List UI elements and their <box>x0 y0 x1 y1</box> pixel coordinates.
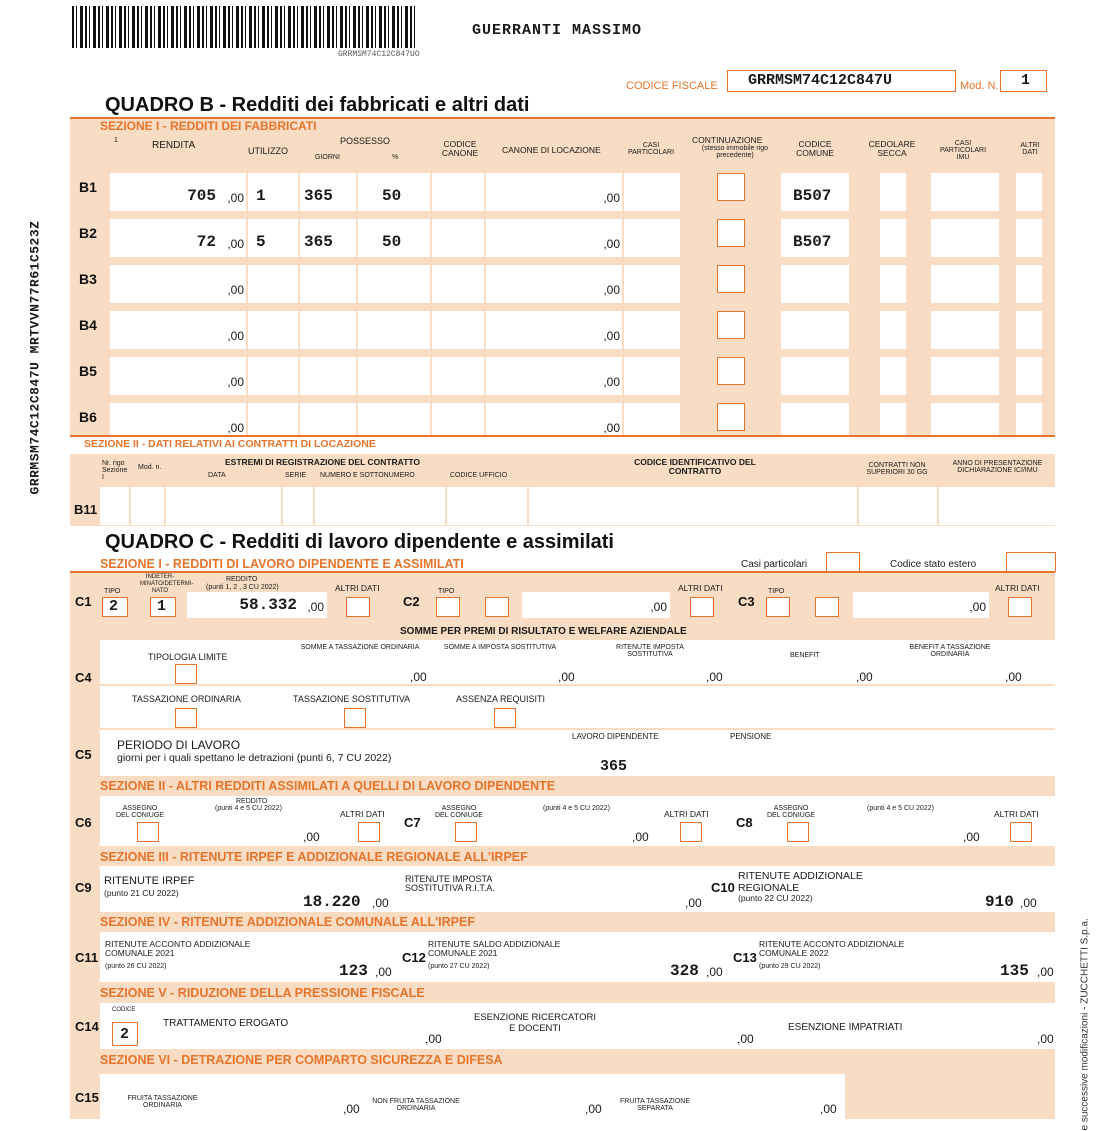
c3-reddito-field[interactable] <box>853 592 989 618</box>
c4-f4-label: RITENUTE IMPOSTA SOSTITUTIVA <box>616 644 684 658</box>
c1-reddito-note: (punti 1, 2 , 3 CU 2022) <box>206 584 279 591</box>
c3-altri-dati-label: ALTRI DATI <box>995 583 1040 593</box>
cedolare-field[interactable] <box>880 219 906 257</box>
row-label: B2 <box>79 225 97 241</box>
side-code: GRRMSM74C12C847U MRTVVN77R61C523Z <box>27 220 43 495</box>
c9-title: RITENUTE IRPEF <box>104 875 195 887</box>
rendita-field[interactable] <box>110 265 246 303</box>
utilizzo-value: 5 <box>256 233 266 251</box>
quadro-b-row <box>70 216 1055 260</box>
b11-contratti[interactable] <box>859 487 937 525</box>
c9-value[interactable]: 18.220 <box>303 893 361 911</box>
c14-esenzione-label: ESENZIONE RICERCATORI E DOCENTI <box>473 1012 597 1034</box>
sez2-anno: ANNO DI PRESENTAZIONE DICHIARAZIONE ICI/IMU <box>952 460 1043 474</box>
sez2-serie: SERIE <box>285 472 307 479</box>
c1-cents: ,00 <box>307 600 324 614</box>
utilizzo-field[interactable] <box>248 219 298 257</box>
c8-reddito-note: (punti 4 e 5 CU 2022) <box>867 805 934 812</box>
giorni-value: 365 <box>304 187 333 205</box>
c7-altri-label: ALTRI DATI <box>664 809 709 819</box>
c8-altri-field[interactable] <box>1010 822 1032 842</box>
c7-assegno-label: ASSEGNO DEL CONIUGE <box>435 805 483 819</box>
cedolare-field[interactable] <box>880 173 906 211</box>
row-label-c4: C4 <box>75 670 92 685</box>
casi-imu-field[interactable] <box>931 265 999 303</box>
quadro-b-row <box>70 262 1055 306</box>
casi-imu-field[interactable] <box>931 357 999 395</box>
canone-cents: ,00 <box>603 237 620 251</box>
c10-sub: (punto 22 CU 2022) <box>738 893 813 903</box>
c4-row1 <box>100 640 1055 684</box>
rendita-cents: ,00 <box>227 237 244 251</box>
rendita-field[interactable] <box>110 357 246 395</box>
quadro-c-sez2-title: SEZIONE II - ALTRI REDDITI ASSIMILATI A QUELLI DI LAVORO DIPENDENTE <box>100 779 556 793</box>
utilizzo-field[interactable] <box>248 357 298 395</box>
c4-f4-cents: ,00 <box>706 670 723 684</box>
casi-particolari-field[interactable] <box>624 173 680 211</box>
row-label-c11: C11 <box>75 950 99 965</box>
c6-assegno-field[interactable] <box>137 822 159 842</box>
rendita-value: 72 <box>196 233 216 251</box>
c2-tipo-field[interactable] <box>436 597 460 617</box>
c1-reddito-label: REDDITO <box>226 576 258 583</box>
c15-f2-label: NON FRUITA TASSAZIONE ORDINARIA <box>372 1098 460 1112</box>
row-label: B3 <box>79 271 97 287</box>
canone-field[interactable] <box>486 173 622 211</box>
cedolare-field[interactable] <box>880 265 906 303</box>
canone-cents: ,00 <box>603 191 620 205</box>
c10-cents: ,00 <box>1020 896 1037 910</box>
casi-particolari-field[interactable] <box>624 265 680 303</box>
c15-row <box>100 1074 845 1119</box>
c14-impatriati-label: ESENZIONE IMPATRIATI <box>788 1022 903 1033</box>
rendita-field[interactable] <box>110 311 246 349</box>
c6-cents: ,00 <box>303 830 320 844</box>
c4-f6-cents: ,00 <box>1005 670 1022 684</box>
col-casi: CASI PARTICOLARI <box>627 142 675 156</box>
c12-sub: (punto 27 CU 2022) <box>428 963 490 970</box>
c5-title: PERIODO DI LAVORO <box>117 738 241 752</box>
codice-stato-field[interactable] <box>1006 552 1056 572</box>
col-codice-canone: CODICE CANONE <box>441 139 479 158</box>
c2-altri-dati-label: ALTRI DATI <box>678 583 723 593</box>
codice-canone-field[interactable] <box>432 219 484 257</box>
sez2-numero: NUMERO E SOTTONUMERO <box>320 472 415 479</box>
utilizzo-field[interactable] <box>248 311 298 349</box>
sez2-mod-n: Mod. n. <box>138 464 162 471</box>
quadro-b-row <box>70 308 1055 352</box>
c11-title: RITENUTE ACCONTO ADDIZIONALE COMUNALE 2021 <box>105 939 251 958</box>
giorni-field[interactable] <box>300 219 356 257</box>
b11-codice-id[interactable] <box>529 487 857 525</box>
codice-comune-field[interactable] <box>781 357 849 395</box>
utilizzo-value: 1 <box>256 187 266 205</box>
c6-reddito-note: (punti 4 e 5 CU 2022) <box>215 805 282 812</box>
col-continuazione-note: (stesso immobile rigo precedente) <box>701 145 769 159</box>
quadro-c-sez3-title: SEZIONE III - RITENUTE IRPEF E ADDIZIONALE REGIONALE ALL'IRPEF <box>100 850 528 864</box>
sez2-contratti: CONTRATTI NON SUPERIORI 30 GG <box>866 462 928 476</box>
perc-field[interactable] <box>358 311 430 349</box>
c4-f1-field[interactable] <box>175 664 197 684</box>
casi-imu-field[interactable] <box>931 311 999 349</box>
c4-f8-field[interactable] <box>344 708 366 728</box>
codice-fiscale-label: CODICE FISCALE <box>626 80 718 92</box>
c5-area <box>100 730 1055 776</box>
row-label: B5 <box>79 363 97 379</box>
codice-comune-value: B507 <box>793 233 832 251</box>
c1-tipo-value: 2 <box>109 598 119 615</box>
c15-f3-label: FRUITA TASSAZIONE SEPARATA <box>619 1098 690 1112</box>
c3-cents: ,00 <box>969 600 986 614</box>
canone-field[interactable] <box>486 311 622 349</box>
c2-altri-dati-field[interactable] <box>690 597 714 617</box>
row-label-c6: C6 <box>75 815 92 830</box>
c15-cents-1: ,00 <box>343 1102 360 1116</box>
c14-cents-3: ,00 <box>1037 1032 1054 1046</box>
rendita-field[interactable] <box>110 173 246 211</box>
c4-row2 <box>100 686 1055 728</box>
c1-reddito-value: 58.332 <box>239 596 297 614</box>
col-canone: CANONE DI LOCAZIONE <box>502 145 601 155</box>
c9-c10-row <box>100 866 1055 912</box>
quadro-b-col-headers: 1 RENDITA UTILIZZO POSSESSO GIORNI % CODICE CANONE CANONE DI LOCAZIONE CASI PARTICOLARI CONTINUAZIONE (stesso immobile rigo precedente) CODICE COMUNE CEDOLARE SECCA CASI PARTICOLARI IMU ALTRI DATI <box>110 134 1055 164</box>
codice-fiscale-value: GRRMSM74C12C847U <box>748 72 893 89</box>
c9-sub: (punto 21 CU 2022) <box>104 888 179 898</box>
casi-imu-field[interactable] <box>931 219 999 257</box>
c1-tipo-field[interactable] <box>102 597 128 617</box>
c10-value[interactable]: 910 <box>985 893 1014 911</box>
barcode-text: GRRMSM74C12C847UO <box>338 50 420 59</box>
quadro-b-sez1-title: SEZIONE I - REDDITI DEI FABBRICATI <box>100 119 317 133</box>
row-label-c1: C1 <box>75 594 92 609</box>
altri-dati-field[interactable] <box>1016 357 1042 395</box>
quadro-c-sez5-title: SEZIONE V - RIDUZIONE DELLA PRESSIONE FISCALE <box>100 986 425 1000</box>
row-label-c9: C9 <box>75 880 92 895</box>
b11-numero[interactable] <box>315 487 445 525</box>
codice-stato-label: Codice stato estero <box>890 559 977 570</box>
perc-field[interactable] <box>358 173 430 211</box>
c1-indet-value: 1 <box>157 598 167 615</box>
c4-f5-label: BENEFIT <box>790 652 820 659</box>
c14-trattamento-label: TRATTAMENTO EROGATO <box>163 1018 289 1029</box>
c8-assegno-field[interactable] <box>787 822 809 842</box>
giorni-field[interactable] <box>300 265 356 303</box>
b11-mod-n[interactable] <box>131 487 164 525</box>
sez2-codice-id: CODICE IDENTIFICATIVO DEL CONTRATTO <box>634 457 756 476</box>
c5-sub: giorni per i quali spettano le detrazioni (punti 6, 7 CU 2022) <box>117 752 392 764</box>
altri-dati-field[interactable] <box>1016 219 1042 257</box>
c9-imposta-label: RITENUTE IMPOSTA SOSTITUTIVA R.I.T.A. <box>405 874 495 893</box>
rendita-value: 705 <box>187 187 216 205</box>
col-continuazione: CONTINUAZIONE <box>692 135 763 145</box>
c2-cents: ,00 <box>650 600 667 614</box>
b11-nr-rigo[interactable] <box>100 487 129 525</box>
utilizzo-field[interactable] <box>248 173 298 211</box>
c5-dip-label: LAVORO DIPENDENTE <box>572 732 659 741</box>
codice-canone-field[interactable] <box>432 265 484 303</box>
quadro-b-row <box>70 170 1055 214</box>
row-label-c3: C3 <box>738 594 755 609</box>
sez2-data: DATA <box>208 472 226 479</box>
codice-fiscale-field[interactable] <box>727 70 956 92</box>
altri-dati-field[interactable] <box>1016 265 1042 303</box>
continuazione-checkbox[interactable] <box>717 265 745 293</box>
quadro-c-title: QUADRO C - Redditi di lavoro dipendente e assimilati <box>105 531 614 553</box>
sez2-estremi: ESTREMI DI REGISTRAZIONE DEL CONTRATTO <box>225 457 421 467</box>
c7-altri-field[interactable] <box>680 822 702 842</box>
codice-comune-field[interactable] <box>781 173 849 211</box>
c3-tipo-label: TIPO <box>768 588 785 595</box>
col-rendita: RENDITA <box>152 140 196 151</box>
publisher-note: e successive modificazioni - ZUCCHETTI S.p.a. <box>1079 918 1091 1131</box>
giorni-field[interactable] <box>300 173 356 211</box>
canone-cents: ,00 <box>603 283 620 297</box>
c6-altri-field[interactable] <box>358 822 380 842</box>
canone-field[interactable] <box>486 265 622 303</box>
c12-value[interactable]: 328 <box>670 962 699 980</box>
c15-f1-label: FRUITA TASSAZIONE ORDINARIA <box>127 1095 198 1109</box>
c13-value[interactable]: 135 <box>1000 962 1029 980</box>
row-label-c8: C8 <box>736 815 753 830</box>
c4-f2-cents: ,00 <box>410 670 427 684</box>
c4-f7-field[interactable] <box>175 708 197 728</box>
c14-codice-label: CODICE <box>112 1007 136 1013</box>
canone-cents: ,00 <box>603 375 620 389</box>
c9-cents: ,00 <box>372 896 389 910</box>
row-label-c2: C2 <box>403 594 420 609</box>
c2-tipo-label: TIPO <box>438 588 455 595</box>
perc-field[interactable] <box>358 357 430 395</box>
c1-altri-dati-label: ALTRI DATI <box>335 583 380 593</box>
c6-reddito-label: REDDITO <box>236 798 268 805</box>
quadro-b-sez2-title: SEZIONE II - DATI RELATIVI AI CONTRATTI DI LOCAZIONE <box>84 438 376 450</box>
c11-sub: (punto 26 CU 2022) <box>105 963 167 970</box>
b11-ufficio[interactable] <box>447 487 527 525</box>
b11-data[interactable] <box>166 487 281 525</box>
canone-field[interactable] <box>486 357 622 395</box>
row-label: B4 <box>79 317 97 333</box>
c5-pens-label: PENSIONE <box>730 732 772 741</box>
cedolare-field[interactable] <box>880 357 906 395</box>
b11-fields <box>100 487 1055 525</box>
casi-particolari-label: Casi particolari <box>741 559 808 570</box>
c14-cents-1: ,00 <box>425 1032 442 1046</box>
quadro-b-row <box>70 354 1055 398</box>
c4-f3-label: SOMME A IMPOSTA SOSTITUTIVA <box>443 644 557 651</box>
c4-f3-cents: ,00 <box>558 670 575 684</box>
quadro-c-sez1-title: SEZIONE I - REDDITI DI LAVORO DIPENDENTE E ASSIMILATI <box>100 557 464 571</box>
barcode <box>72 6 417 48</box>
continuazione-checkbox[interactable] <box>717 173 745 201</box>
b11-serie[interactable] <box>283 487 313 525</box>
rendita-cents: ,00 <box>227 421 244 435</box>
sez2-headers <box>100 456 1055 482</box>
canone-cents: ,00 <box>603 329 620 343</box>
c1-tipo-label: TIPO <box>104 588 121 595</box>
c8-cents: ,00 <box>963 830 980 844</box>
codice-comune-field[interactable] <box>781 219 849 257</box>
b11-anno[interactable] <box>939 487 1055 525</box>
row-label-c14: C14 <box>75 1019 99 1034</box>
c4-f9-label: ASSENZA REQUISITI <box>456 694 546 704</box>
altri-dati-field[interactable] <box>1016 311 1042 349</box>
row-label: B1 <box>79 179 97 195</box>
c2-indet-field[interactable] <box>485 597 509 617</box>
rendita-field[interactable] <box>110 219 246 257</box>
c9-imposta-cents: ,00 <box>685 896 702 910</box>
c13-cents: ,00 <box>1037 965 1054 979</box>
c14-codice-field[interactable] <box>112 1022 138 1046</box>
divider <box>70 435 1055 437</box>
c7-reddito-note: (punti 4 e 5 CU 2022) <box>543 805 610 812</box>
c5-value[interactable]: 365 <box>600 758 628 775</box>
cedolare-field[interactable] <box>880 311 906 349</box>
continuazione-checkbox[interactable] <box>717 311 745 339</box>
sez2-nr-rigo: Nr. rigo Sezione I <box>102 460 128 481</box>
casi-particolari-field[interactable] <box>826 552 860 572</box>
c4-f9-field[interactable] <box>494 708 516 728</box>
c4-f7-label: TASSAZIONE ORDINARIA <box>132 694 241 704</box>
c6-altri-label: ALTRI DATI <box>340 809 385 819</box>
col-giorni: GIORNI <box>315 154 340 161</box>
sez2-ufficio: CODICE UFFICIO <box>450 472 508 479</box>
c13-sub: (punto 29 CU 2022) <box>759 963 821 970</box>
c4-f8-label: TASSAZIONE SOSTITUTIVA <box>293 694 411 704</box>
continuazione-checkbox[interactable] <box>717 357 745 385</box>
row-label-c10: C10 <box>711 880 735 895</box>
c4-title: SOMME PER PREMI DI RISULTATO E WELFARE AZIENDALE <box>400 626 687 637</box>
c10-title: RITENUTE ADDIZIONALE REGIONALE <box>738 870 863 894</box>
col-casi-imu: CASI PARTICOLARI IMU <box>939 140 987 161</box>
row-label-c15: C15 <box>75 1090 99 1105</box>
utilizzo-field[interactable] <box>248 265 298 303</box>
giorni-value: 365 <box>304 233 333 251</box>
rendita-cents: ,00 <box>227 283 244 297</box>
perc-value: 50 <box>382 187 402 205</box>
c4-f2-label: SOMME A TASSAZIONE ORDINARIA <box>300 644 420 651</box>
row-label: B6 <box>79 409 97 425</box>
giorni-field[interactable] <box>300 311 356 349</box>
casi-particolari-field[interactable] <box>624 357 680 395</box>
mod-field[interactable] <box>1000 70 1047 92</box>
c2-reddito-field[interactable] <box>522 592 670 618</box>
c11-value[interactable]: 123 <box>339 962 368 980</box>
col-cedolare: CEDOLARE SECCA <box>868 139 916 158</box>
codice-comune-field[interactable] <box>781 265 849 303</box>
quadro-c-sez4-title: SEZIONE IV - RITENUTE ADDIZIONALE COMUNALE ALL'IRPEF <box>100 915 475 929</box>
casi-particolari-field[interactable] <box>624 219 680 257</box>
c8-altri-label: ALTRI DATI <box>994 809 1039 819</box>
c11-cents: ,00 <box>375 965 392 979</box>
perc-value: 50 <box>382 233 402 251</box>
c7-assegno-field[interactable] <box>455 822 477 842</box>
c4-f1-label: TIPOLOGIA LIMITE <box>148 652 228 662</box>
c1-indet-field[interactable] <box>150 597 176 617</box>
altri-dati-field[interactable] <box>1016 173 1042 211</box>
col-utilizzo: UTILIZZO <box>248 146 288 156</box>
canone-field[interactable] <box>486 219 622 257</box>
col-perc: % <box>392 154 399 161</box>
c13-title: RITENUTE ACCONTO ADDIZIONALE COMUNALE 2022 <box>759 939 905 958</box>
codice-canone-field[interactable] <box>432 311 484 349</box>
c12-title: RITENUTE SALDO ADDIZIONALE COMUNALE 2021 <box>428 939 561 958</box>
mod-value: 1 <box>1021 72 1031 89</box>
c7-cents: ,00 <box>632 830 649 844</box>
c15-cents-2: ,00 <box>585 1102 602 1116</box>
c14-cents-2: ,00 <box>737 1032 754 1046</box>
row-label-c5: C5 <box>75 747 92 762</box>
perc-field[interactable] <box>358 219 430 257</box>
c12-cents: ,00 <box>706 965 723 979</box>
giorni-field[interactable] <box>300 357 356 395</box>
codice-canone-field[interactable] <box>432 173 484 211</box>
row-label-c12: C12 <box>402 950 426 965</box>
c3-altri-dati-field[interactable] <box>1008 597 1032 617</box>
row-label-b11: B11 <box>74 502 98 517</box>
c4-f6-label: BENEFIT A TASSAZIONE ORDINARIA <box>909 644 991 658</box>
col-codice-comune: CODICE COMUNE <box>796 139 834 158</box>
col-possesso: POSSESSO <box>340 136 391 146</box>
codice-canone-field[interactable] <box>432 357 484 395</box>
rendita-cents: ,00 <box>227 191 244 205</box>
casi-particolari-field[interactable] <box>624 311 680 349</box>
c14-codice-value: 2 <box>120 1026 130 1043</box>
c3-indet-field[interactable] <box>815 597 839 617</box>
row-label-c7: C7 <box>404 815 421 830</box>
c1-altri-dati-field[interactable] <box>346 597 370 617</box>
col-altri-dati: ALTRI DATI <box>1020 142 1040 156</box>
c15-cents-3: ,00 <box>820 1102 837 1116</box>
c1-indet-label: INDETER-MINATO/DETERMI-NATO <box>140 574 194 594</box>
canone-cents: ,00 <box>603 421 620 435</box>
casi-imu-field[interactable] <box>931 173 999 211</box>
continuazione-checkbox[interactable] <box>717 219 745 247</box>
codice-comune-value: B507 <box>793 187 832 205</box>
c1-reddito-field[interactable] <box>187 592 327 618</box>
c8-assegno-label: ASSEGNO DEL CONIUGE <box>767 805 815 819</box>
c4-f5-cents: ,00 <box>856 670 873 684</box>
codice-comune-field[interactable] <box>781 311 849 349</box>
quadro-c-sez6-title: SEZIONE VI - DETRAZIONE PER COMPARTO SICUREZZA E DIFESA <box>100 1053 503 1067</box>
mod-label: Mod. N. <box>960 80 999 92</box>
quadro-b-title: QUADRO B - Redditi dei fabbricati e altri dati <box>105 94 530 116</box>
c6-assegno-label: ASSEGNO DEL CONIUGE <box>116 805 164 819</box>
continuazione-checkbox[interactable] <box>717 403 745 431</box>
rendita-cents: ,00 <box>227 375 244 389</box>
rendita-cents: ,00 <box>227 329 244 343</box>
c3-tipo-field[interactable] <box>766 597 790 617</box>
taxpayer-name: GUERRANTI MASSIMO <box>472 22 643 39</box>
perc-field[interactable] <box>358 265 430 303</box>
row-label-c13: C13 <box>733 950 757 965</box>
